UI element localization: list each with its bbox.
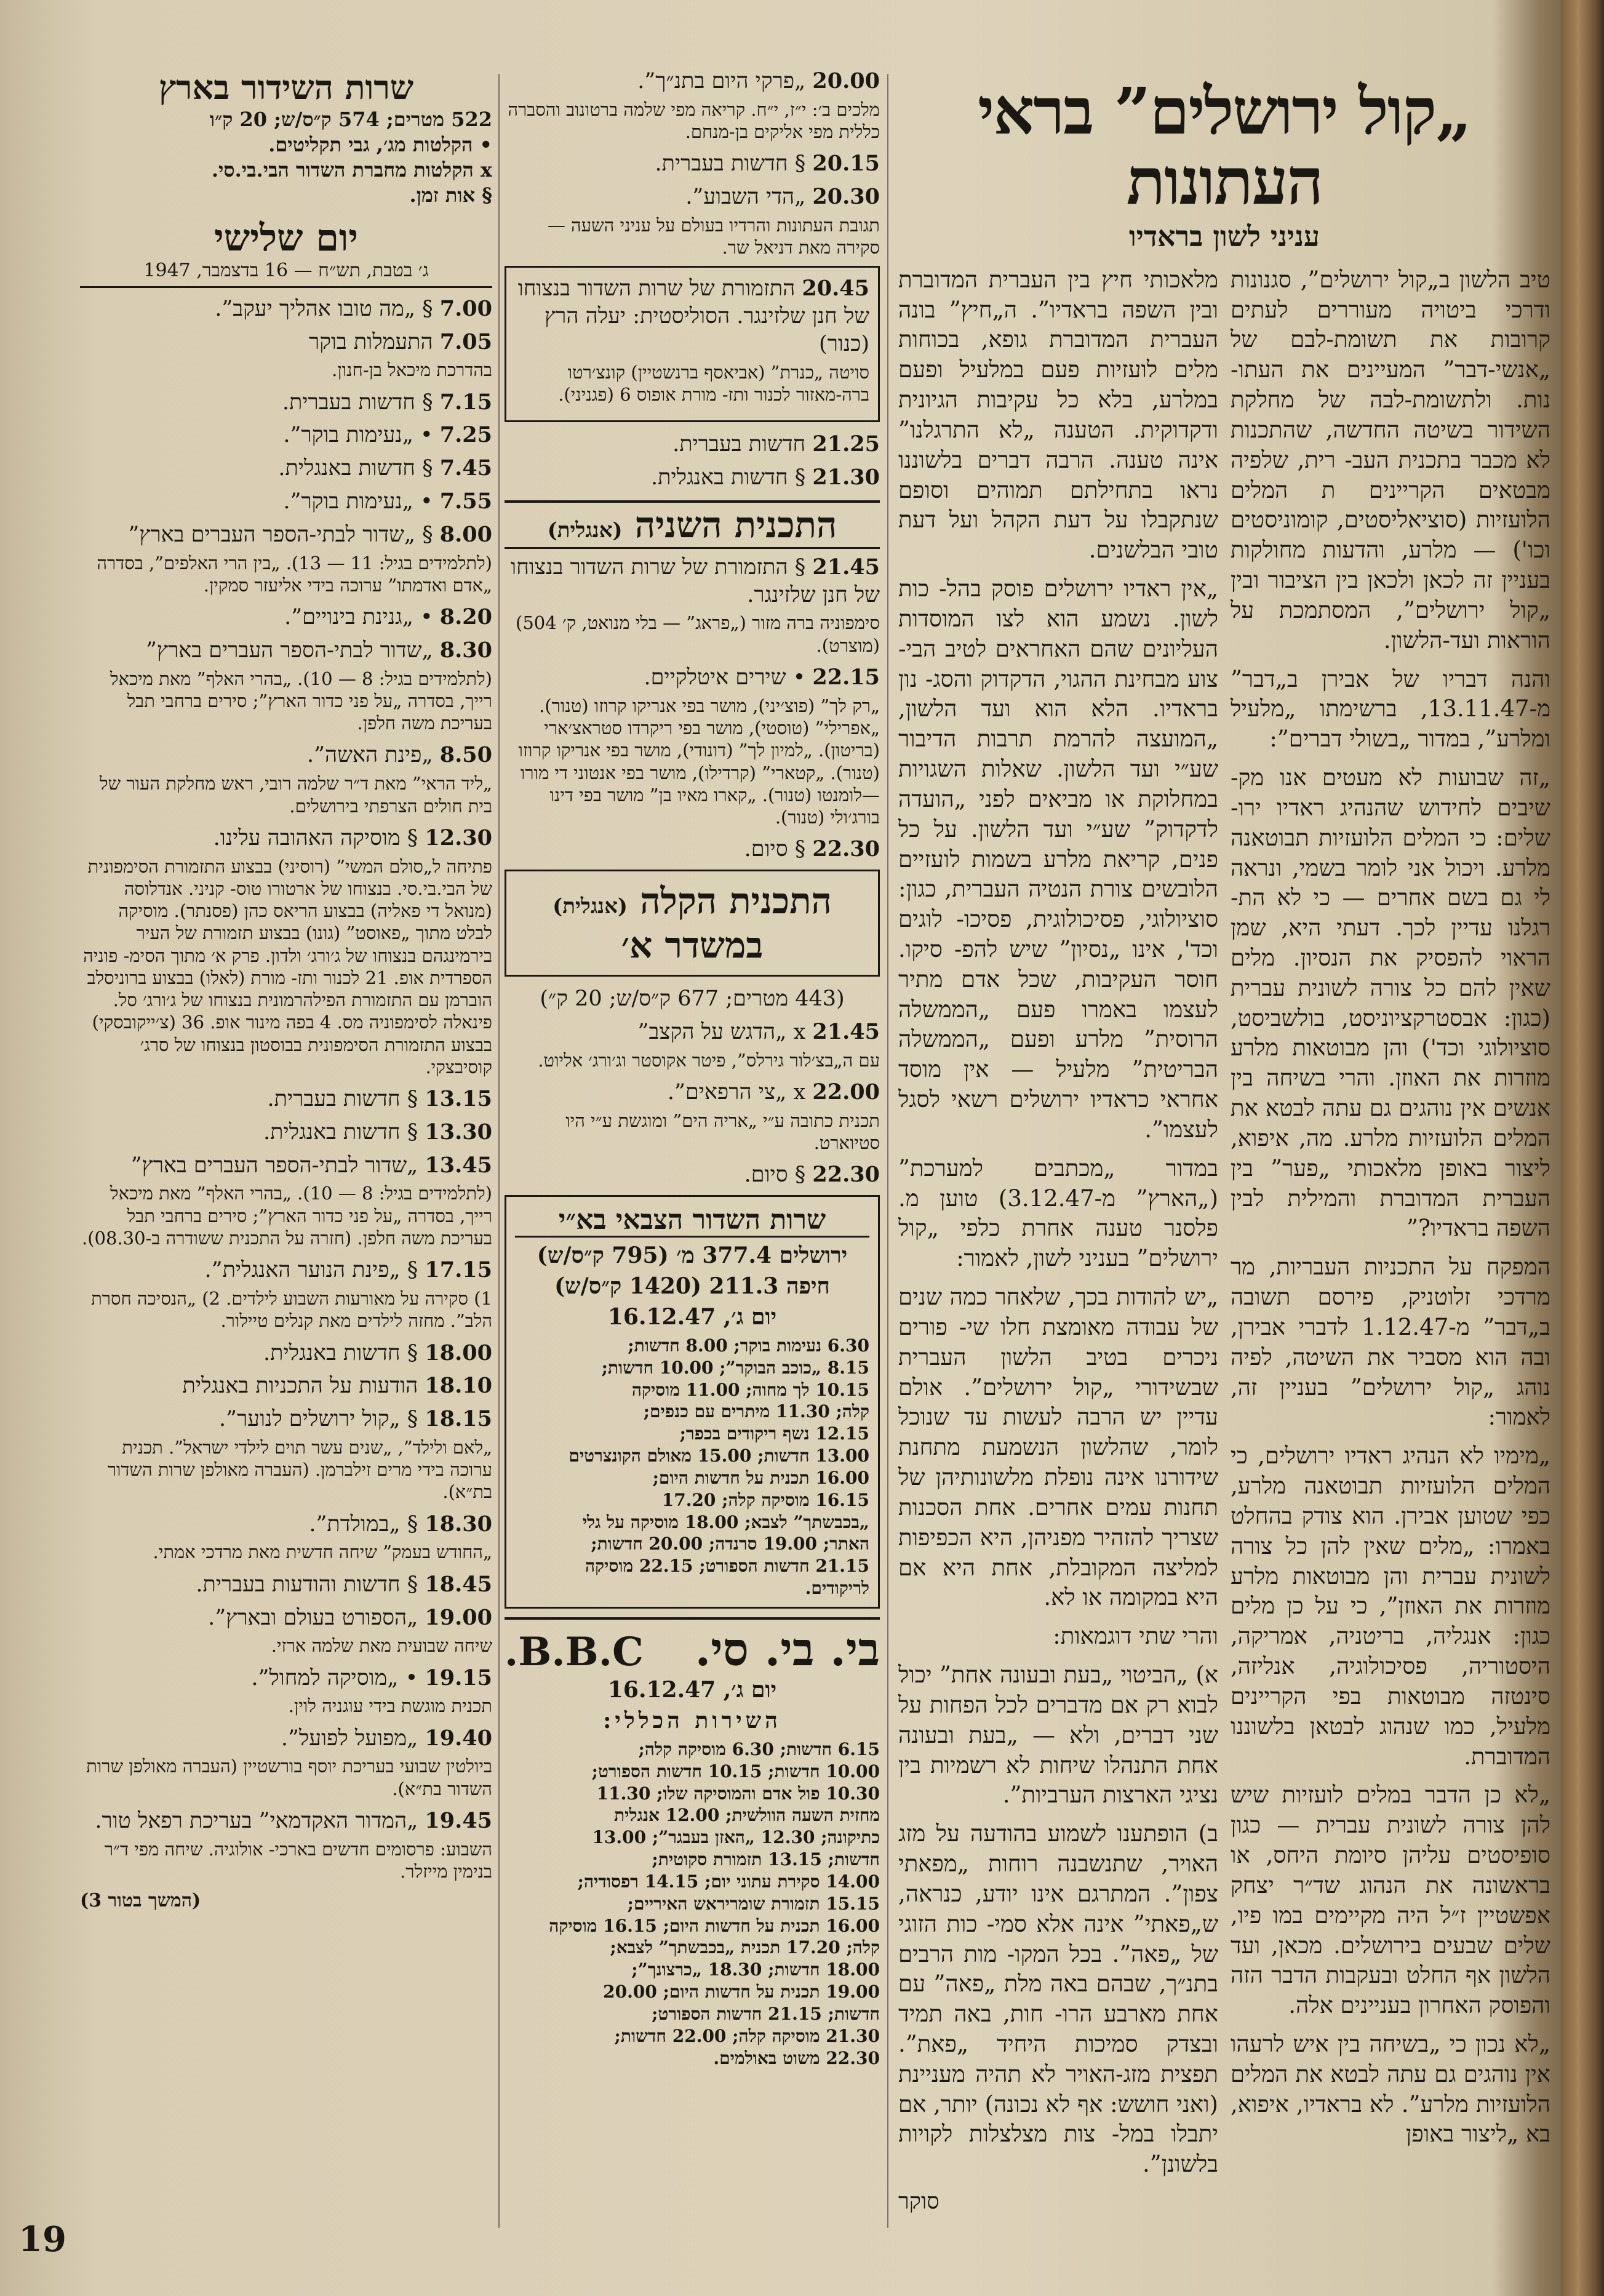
programme-desc: פתיחה ל„סולם המשי” (רוסיני) בבצוע התזמורת הסימפונית של הבי.בי.סי. בנצוחו של ארטורו טוס- קניני. אנדלוסה (מנואל די פאליה) בבצוע הריאס כהן (פסנתר). מוסיקה לבלט מתוך „פאוסט” (גונו) בבצוע תזמורת של העיר בירמינגהם בנצוחו של ג׳ורג׳ ולדון. פרק א׳ מתוך הסימ- פוניה הספרדית אופ. 21 לכנור ותז- מורת (לאלו) בבצוע ברוניסלב הוברמן עם התזמורת הפילהרמונית בנצוחו של ג׳ורג׳ סל. פינאלה לסימפוניה מס. 4 בפה מינור אופ. 36 (צ׳ייקובסקי) בבצוע התזמורת הסימפונית בבוסטון בנצוחו של סרג׳ קוסיבצקי. xyxy=(83,855,492,1078)
programme-title: „פינת האשה”. xyxy=(307,743,433,768)
schedule-row: 10.00 חדשות; 10.15 חדשות הספורט; xyxy=(591,1761,880,1782)
schedule-row: 16.15 מוסיקה קלה; 17.20 xyxy=(661,1489,869,1510)
programme-time: 18.00 xyxy=(425,1340,492,1366)
programme-item xyxy=(80,1406,492,1433)
programme-desc: (לתלמידים בגיל: 8 — 10). „בהרי האלף” מאת מיכאל רייך, בסדרה „על פני כדור הארץ”; סירים ברחבי תבל בעריכת משה חלפן. (חזרה על התכנית ששודרה ב-08.30). xyxy=(82,1183,492,1249)
service-title: שרות השידור בארץ xyxy=(158,68,414,107)
programme-time: 7.00 xyxy=(439,295,492,321)
programme-title: § סיום. xyxy=(744,1162,806,1188)
programme-item xyxy=(80,742,492,769)
schedule-row: 16.00 תכנית על חדשות היום; 16.15 מוסיקה xyxy=(549,1915,880,1936)
military-freq-haifa: חיפה 211.3 (1420 ק״ס/ש) xyxy=(554,1273,830,1299)
programme-title: התעמלות בוקר xyxy=(309,329,433,354)
schedule-row: קלה; 17.20 תכנית „בכבשתך” לצבא; xyxy=(610,1937,880,1958)
programme-desc: בהדרכת מיכאל בן-חנון. xyxy=(332,359,492,381)
programme-time: 13.15 xyxy=(425,1086,492,1112)
programme-time: 8.30 xyxy=(439,637,492,663)
article-body xyxy=(898,265,1550,2214)
day-programme-list xyxy=(80,295,492,1882)
programme-item xyxy=(80,1086,492,1113)
programme-item xyxy=(505,1079,880,1106)
article-paragraph: ב) הופתענו לשמוע בהודעה על מזג האויר, שתנשבנה רוחות „מפאתי צפון”. המתרגם אינו יודע, כנראה, ש„פאתי” אינה אלא סמי- כות הזוגי של „פאה”. בכל המקו- מות הרבים בתנ״ך, שבהם באה מלת „פאה” עם אחת מארבע הרו- חות, באה תמיד ובצדק סמיכות היחיד „פאת”. תפצית מזג-האויר לא תהיה מעניינת (ואני חושש: אף לא נכונה) יותר, אם יתבלו במל- צות מצלצלות לקויות בלשונן”. xyxy=(898,1820,1218,2178)
schedule-row: קלה; 11.30 מיתרים עם כנפים; xyxy=(643,1401,869,1422)
article-title: „קול ירושלים” בראי העתונות xyxy=(978,73,1471,220)
programme-time: 7.15 xyxy=(439,389,492,415)
bbc-service: השירות הכללי: xyxy=(603,1707,781,1734)
programme-time: 21.30 xyxy=(812,465,880,490)
programme-item xyxy=(80,1119,492,1146)
article-text-column-right xyxy=(1231,265,1550,2214)
programme-desc: „רק לך” (פוצ׳יני), מושר בפי אנריקו קרוזו (טנור). „אפרילי” (טוסטי), מושר בפי ריקרדו סטראצ׳ארי (בריטון). „למיון לך” (דונודי), מושר בפי אנריקו קרוזו (טנור). „קטארי” (קרדילו), מושר בפי אנטוני די מורו—לומנטו (טנור). „קארו מאיו בן” מושר בפי דינו בורג׳ולי (טנור). xyxy=(518,695,880,828)
programme-time: 13.45 xyxy=(425,1152,492,1178)
programme-item xyxy=(505,183,880,211)
programme-time: 7.05 xyxy=(439,329,492,354)
article-paragraph: המפקח על התכניות העבריות, מר מרדכי זלוטניק, פירסם תשובה ב„דבר” מ-1.12.47 לדברי אבירן, ובה הוא מסביר את השיטה, לפיה נוהג „קול ירושלים” בעניין זה, לאמור: xyxy=(1231,1254,1550,1431)
programme-title: § חדשות באנגלית. xyxy=(263,1119,418,1145)
programme-desc: תגובת העתונות והרדיו בעולם על עניני השעה — סקירה מאת דניאל שר. xyxy=(547,214,880,258)
column-rule xyxy=(887,74,888,2228)
light-programme-freq: (443 מטרים; 677 ק״ס/ש; 20 ק״) xyxy=(540,986,845,1012)
programme-title: § חדשות בעברית. xyxy=(267,1087,418,1112)
programme-time: 22.30 xyxy=(812,1162,880,1188)
military-heading: שרות השדור הצבאי בא״י xyxy=(515,1204,869,1238)
service-line: § אות זמן. xyxy=(409,183,492,207)
article-paragraph: „מימיו לא הנהיג ראדיו ירושלים, כי המלים הלועזיות תבוטאנה מלרע, כפי שטוען אבירן. הוא צודק בהחלט באמרו: „מלים שאין להן כל צורה לשונית עברית והן מבוטאות מלרע מוזרות את האוזן”, כי על כן מלים כגון: אנגליה, בריטניה, אמריקה, היסטוריה, פסיכולוגיה, אנליזה, סינטזה מבוטאות בפי הקריינים מלעיל, כמו שנהוג לבטאן בלשוננו המדוברת. xyxy=(1231,1442,1550,1770)
schedule-row: חדשות; 13.15 תזמורת סקוטית; xyxy=(652,1849,880,1870)
programme-title: הודעות על התכניות באנגלית xyxy=(182,1374,418,1399)
schedule-row: 8.15 „כוכב הבוקר”; 10.00 חדשות; xyxy=(601,1357,869,1378)
article-paragraph: „לא נכון כי „בשיחה בין איש לרעהו אין נוהגים גם עתה לבטא את המלים הלועזיות מלרע”. לא בראדיו, איפוא, בא „ליצור באופן xyxy=(1231,2030,1550,2148)
programme-item xyxy=(80,825,492,852)
programme-item xyxy=(505,836,880,863)
column-rule xyxy=(498,74,500,2228)
programme-title: „שדור לבתי-הספר העברים בארץ” xyxy=(145,638,433,663)
schedule-row: 15.15 תזמורת שומריראש האיריים; xyxy=(627,1893,880,1914)
programme-title: x „הדגש על הקצב” xyxy=(637,1019,806,1044)
day-date: ג׳ בטבת, תש״ח — 16 בדצמבר, 1947 xyxy=(80,260,492,288)
programme-title: „הדי השבוע”. xyxy=(685,185,806,210)
service-line: • הקלטות מג׳, גבי תקליטים. xyxy=(268,132,492,156)
military-service-box xyxy=(505,1195,880,1609)
programme-item xyxy=(80,1372,492,1400)
article-paragraph: „אין ראדיו ירושלים פוסק בהל- כות לשון. נשמע הוא לצו המוסדות העליונים שהם האחראים לטיב הבי- צוע מבחינת ההגוי, הדקדוק והסג- נון בראדיו. הלא הוא ועד הלשון, „המועצה להרמת תרבות הדיבור שע״י ועד הלשון. שאלות השגויות במחלוקת או מביאים לפני „הועדה לדקדוק” שע״י ועד הלשון. על כל פנים, קריאת מלרע בשמות לועזיים הלובשים צורת הנטיה העברית, כגון: סוציולוגי, פסיכולוגית, פסיכו- לוגים וכד', אינו „נסיון” שיש להפ- סיקו. חוסר העקיבות, שכל אדם מתיר לעצמו באמרו פעם „הממשלה הרוסית” מלרע ופעם „הממשלה הבריטית” מלעיל — אין מוסד אחראי כראדיו ירושלים רשאי לסגל לעצמו”. xyxy=(898,575,1218,1143)
programme-time: 8.20 xyxy=(439,604,492,630)
news-list xyxy=(505,431,880,492)
programme-time: 13.30 xyxy=(425,1119,492,1145)
orchestra-text: התזמורת של שרות השדור בנצוחו של חנן שלזינגר. הסוליסטית: יעלה הרץ (כנור) xyxy=(517,276,869,356)
programme-title: § התזמורת של שרות השדור בנצוחו של חנן שלזינגר. xyxy=(511,554,880,607)
schedule-row: „בכבשתך” לצבא; 18.00 מוסיקה על גלי xyxy=(582,1511,869,1532)
programme-item xyxy=(80,1152,492,1180)
programme-desc: מלכים ב׳: י״ז, י״ח. קריאה מפי שלמה ברטונוב והסברה כללית מפי אליקים בן-מנחם. xyxy=(508,98,880,143)
article-text-column-left xyxy=(898,265,1218,2214)
programme-desc: שיחה שבועית מאת שלמה ארזי. xyxy=(271,1635,492,1657)
programme-title: § מוסיקה האהובה עלינו. xyxy=(213,825,418,850)
day-title: יום שלישי xyxy=(214,216,358,260)
bbc-date: יום ג׳, 16.12.47 xyxy=(607,1676,777,1703)
programme-time: 19.15 xyxy=(425,1665,492,1690)
schedule-row: 22.30 משוט באולמים. xyxy=(713,2047,880,2068)
programme-desc: עם ה„בצ׳לור גירלס”, פיטר אקוסטר וג׳ורג׳ אליוט. xyxy=(538,1049,880,1071)
programme-desc: ביולטין שבועי בעריכת יוסף בורשטיין (העברה מאולפן שרות השדור בת״א). xyxy=(86,1756,492,1799)
schedule-row: 19.00 תכנית על חדשות היום; 20.00 xyxy=(603,1982,880,2002)
middle-listings-column xyxy=(505,68,880,2258)
programme-item xyxy=(505,554,880,609)
programme-time: 7.25 xyxy=(439,422,492,448)
programme-item xyxy=(80,389,492,417)
programme-item xyxy=(80,295,492,323)
schedule-row: 21.15 חדשות הספורט; 22.15 מוסיקה xyxy=(585,1556,869,1577)
programme-time: 20.00 xyxy=(812,68,880,94)
article-paragraph: „יש להודות בכך, שלאחר כמה שנים של עבודה מאומצת חלו שי- פורים ניכרים בטיב הלשון העברית שבשידורי „קול ירושלים”. אולם עדיין יש הרבה לעשות עד שנוכל לומר, שהלשון הנשמעת מתחנת שידורנו אינה נופלת מלשונותיהן של תחנות עמים אחרים. אחת הסכנות שצריך להזהיר מפניהן, היא הכפיפות למליצה המקובלת, אחת היא אם היא במקומה או לא. xyxy=(898,1284,1218,1611)
programme-time: 18.15 xyxy=(425,1406,492,1432)
programme-time: 22.15 xyxy=(812,664,880,690)
bbc-heading xyxy=(505,1623,880,1677)
light-programme-heading: התכנית הקלה (אנגלית) xyxy=(553,880,832,922)
programme-desc: (לתלמידים בגיל: 11 — 13). „בין הרי האלפים”, בסדרה „אדם ואדמתו” ערוכה בידי אליעזר סמקין. xyxy=(97,552,492,596)
programme-item xyxy=(505,664,880,692)
programme-time: 8.00 xyxy=(439,521,492,547)
continued-note: (המשך בטור 3) xyxy=(80,1890,201,1912)
programme-time: 22.00 xyxy=(812,1079,880,1105)
programme-title: § חדשות באנגלית. xyxy=(651,465,806,490)
bbc-schedule xyxy=(505,1738,880,2069)
programme-item xyxy=(505,150,880,178)
programme-title: „פרקי היום בתנ״ך”. xyxy=(637,69,806,94)
programme-time: 22.30 xyxy=(812,836,880,862)
second-programme-list xyxy=(505,554,880,863)
programme-title: § „במולדת”. xyxy=(309,1511,418,1537)
schedule-row: 10.30 פול אדם והמוסיקה שלו; 11.30 xyxy=(596,1783,880,1804)
programme-item xyxy=(80,1257,492,1284)
schedule-row: 21.30 מוסיקה קלה; 22.00 חדשות; xyxy=(614,2025,880,2046)
article-signature: סוקר xyxy=(898,2189,940,2215)
programme-title: § חדשות והודעות בעברית. xyxy=(196,1572,418,1597)
schedule-row: האתר; 19.00 סרנדה; 20.00 חדשות; xyxy=(591,1534,869,1554)
service-info xyxy=(80,107,492,208)
programme-title: „הספורט בעולם ובארץ”. xyxy=(208,1605,418,1630)
programme-time: 21.45 xyxy=(812,1018,880,1044)
bbc-heading-hebrew: בי. בי. סי. xyxy=(695,1623,880,1676)
schedule-row: 6.30 נעימות בוקר; 8.00 חדשות; xyxy=(628,1335,869,1356)
programme-item xyxy=(80,1604,492,1632)
programme-desc: השבוע: פרסומים חדשים בארכי- אולוגיה. שיחה מפי ד״ר בנימין מייזלר. xyxy=(104,1838,492,1882)
programme-title: • שירים איטלקיים. xyxy=(644,665,806,690)
article-paragraph: במדור „מכתבים למערכת” („הארץ” מ-3.12.47) טוען מ. פלסנר טענה אחרת כלפי „קול ירושלים” בעניני לשון, לאמור: xyxy=(898,1154,1219,1272)
programme-title: „מפועל לפועל”. xyxy=(281,1726,418,1751)
programme-time: 19.45 xyxy=(425,1807,492,1833)
schedule-row: 14.00 סקירת עתוני יום; 14.15 רפסודיה; xyxy=(577,1871,880,1892)
programme-title: § חדשות באנגלית. xyxy=(278,456,433,481)
programme-desc: תכנית מוגשת בידי עוגניה לוין. xyxy=(288,1695,492,1717)
programme-title: „המדור האקדמאי” בעריכת רפאל טור. xyxy=(95,1808,418,1833)
programme-item xyxy=(80,488,492,516)
programme-desc: „ליד הראי” מאת ד״ר שלמה רובי, ראש מחלקת העור של בית חולים הצרפתי בירושלים. xyxy=(100,773,492,817)
programme-item xyxy=(80,604,492,631)
programme-time: 18.30 xyxy=(425,1511,492,1537)
article-paragraph: מלאכותי חיץ בין העברית המדוברת ובין השפה בראדיו”. ה„חיץ” בונה העברית המדוברת גופא, בכוחות מלים לועזיות פעם במלעיל ופעם במלרע, בלא כל עקיבות הגיונית ודקדוקית. הטענה „לא התרגלנו” אינה טענה. הרבה דברים בלשוננו נראו בתחילתם תמוהים וסופם שנתקבלו על דעת הקהל ועל דעת טובי הבלשנים. xyxy=(898,266,1218,564)
schedule-row: 10.15 לך מחוה; 11.00 מוסיקה xyxy=(631,1379,869,1400)
programme-title: § חדשות בעברית. xyxy=(282,390,433,415)
programme-time: 8.50 xyxy=(439,742,492,768)
military-date: יום ג׳, 16.12.47 xyxy=(607,1304,777,1330)
article-paragraph: „זה שבועות לא מעטים אנו מק- שיבים לחידוש שהנהיג ראדיו ירו- שלים: כי המלים הלועזיות תבוטאנה מלרע. ויכול אני לומר בשמי, ונראה לי גם בשם אחרים — כי לא הת- רגלנו עדיין לכך. דעתי היא, שמן הראוי להפסיק את הנסיון. מלים שאין להם כל צורה לשונית עברית (כגון: אבסטרקציוניסט, בולשביסט, סוציולוגי וכד') והן מבוטאות מלרע מוזרות את האוזן. והרי בשיחה בין אנשים אין נוהגים גם עתה לבטא את המלים הלועזיות מלרע. מה, איפוא, ליצור באופן מלאכותי „פער” בין העברית המדוברת והמילית לבין השפה בראדיו?” xyxy=(1231,764,1550,1242)
schedule-row: מחזית השעה הוולשית; 12.00 אנגלית xyxy=(614,1805,880,1826)
programme-item xyxy=(80,1340,492,1367)
article-paragraph: „לא כן הדבר במלים לועזיות שיש להן צורה לשונית עברית — כגון סופיסטים עליהן סיומת היחס, או בראשונה את הנהוג שד״ר יצחק אפשטיין ז״ל היה מקיימים במו פיו, שלים שבעים בירושלים. מכאן, ועד הלשון אף החלט ובעקבות הדבר הזה והפוסק האחרון בעניינים אלה. xyxy=(1231,1782,1550,2019)
programme-time: 21.45 xyxy=(812,554,880,580)
programme-item xyxy=(80,1725,492,1753)
programme-item xyxy=(505,1161,880,1189)
programme-title: § חדשות באנגלית. xyxy=(263,1340,418,1366)
programme-time: 17.15 xyxy=(425,1257,492,1283)
article-paragraph: א) „הביטוי „בעת ובעונה אחת” יכול לבוא רק אם מדברים לכל הפחות על שני דברים, ולא — „בעת ובעונה אחת התנהלו שיחות לא רשמיות בין נציגי הארצות הערביות”. xyxy=(898,1662,1218,1809)
programme-title: „שדור לבתי-הספר העברים בארץ” xyxy=(130,1153,418,1178)
programme-item xyxy=(80,1665,492,1692)
programme-desc: „החודש בעמק” שיחה חדשית מאת מרדכי אמתי. xyxy=(153,1542,492,1563)
schedule-row: 6.15 חדשות; 6.30 מוסיקה קלה; xyxy=(638,1738,880,1759)
book-spine xyxy=(1561,0,1604,2296)
programme-title: • „נעימות בוקר”. xyxy=(283,423,433,448)
article-paragraph: והרי שתי דוגמאות: xyxy=(1053,1623,1218,1650)
programme-desc: סימפוניה ברה מזור („פראג” — בלי מנואט, ק׳ 504) (מוצרט). xyxy=(515,612,880,656)
programme-title: § סיום. xyxy=(744,837,806,862)
programme-item xyxy=(80,1571,492,1599)
programme-time: 19.40 xyxy=(425,1725,492,1751)
service-line: x הקלטות מחברת השדור הבי.בי.סי. xyxy=(211,158,492,182)
programme-item xyxy=(80,1511,492,1538)
day-schedule-column xyxy=(80,68,492,2258)
orchestra-box xyxy=(505,266,880,422)
bbc-section xyxy=(505,1617,880,2069)
article-column xyxy=(898,68,1550,2258)
military-freq-jerusalem: ירושלים 377.4 מ׳ (795 ק״ס/ש) xyxy=(537,1242,848,1268)
programme-title: • „נעימות בוקר”. xyxy=(283,489,433,514)
programme-item xyxy=(80,521,492,549)
programme-time: 12.30 xyxy=(425,825,492,850)
schedule-row: 12.15 נשף ריקודים בכפר; xyxy=(679,1423,869,1444)
schedule-row: כתיקונה; 12.30 „האזן בעבגר”; 13.00 xyxy=(592,1827,880,1848)
light-programme-box xyxy=(505,870,880,977)
programme-item xyxy=(80,455,492,482)
programme-desc: 1) סקירה על מאורעות השבוע לילדים. 2) „הנסיכה חסרת הלב”. מחזה לילדים מאת קנלים טיילור. xyxy=(91,1288,492,1332)
article-paragraph: והנה דבריו של אבירן ב„דבר” מ-13.11.47, ברשימתו „מלעיל ומלרע”, במדור „בשולי דברים”: xyxy=(1231,665,1550,753)
schedule-row: 16.00 תכנית על חדשות היום; xyxy=(652,1467,869,1488)
programme-desc: תכנית כתובה ע״י „אריה הים” ומוגשת ע״י היו סטיוארט. xyxy=(565,1110,880,1153)
article-subtitle: עניני לשון בראדיו xyxy=(1129,219,1320,253)
programme-title: • „מוסיקה למחול”. xyxy=(251,1665,418,1690)
light-programme-list xyxy=(505,1018,880,1189)
light-programme-station: במשדר א׳ xyxy=(621,924,764,967)
programme-time: 19.00 xyxy=(425,1604,492,1630)
programme-title: חדשות בעברית. xyxy=(672,432,806,457)
schedule-row: חדשות; 21.15 חדשות הספורט; xyxy=(652,2003,880,2024)
programme-time: 7.45 xyxy=(439,455,492,481)
second-programme-heading: התכנית השניה (אנגלית) xyxy=(505,500,880,549)
programme-item xyxy=(80,329,492,356)
programme-item xyxy=(505,431,880,458)
programme-item xyxy=(80,422,492,449)
programme-time: 7.55 xyxy=(439,489,492,514)
orchestra-time: 20.45 xyxy=(802,276,869,302)
bbc-heading-english: B.B.C. xyxy=(505,1628,644,1675)
page-number: 19 xyxy=(18,2219,66,2260)
programme-title: • „גנינת בינויים”. xyxy=(284,605,433,630)
programme-title: § „קול ירושלים לנוער”. xyxy=(218,1407,418,1432)
programme-item xyxy=(80,637,492,665)
programme-title: § „פינת הנוער האנגלית”. xyxy=(204,1258,418,1283)
programme-item xyxy=(505,68,880,95)
programme-desc: „לאם ולילד”, „שנים עשר תוים לילדי ישראל”. תכנית ערוכה בידי מרים זילברמן. (העברה מאולפן שרות השדור בת״א). xyxy=(107,1436,492,1503)
programme-item xyxy=(80,1807,492,1835)
programme-time: 20.30 xyxy=(812,184,880,210)
orchestra-desc: סויטה „כנרת” (אביאסף ברנשטיין) קונצ׳רטו ברה-מאזור לכנור ותז- מורת אופוס 6 (פגניני). xyxy=(558,361,869,406)
schedule-row: לריקודים. xyxy=(805,1578,869,1599)
programme-desc: (לתלמידים בגיל: 8 — 10). „בהרי האלף” מאת מיכאל רייך, בסדרה „על פני כדור הארץ”; סירים ברחבי תבל בעריכת משה חלפן. xyxy=(110,668,492,734)
programme-time: 20.15 xyxy=(812,151,880,177)
programme-item xyxy=(505,464,880,492)
programme-item xyxy=(505,1018,880,1046)
schedule-row: 18.00 חדשות; 18.30 „כרצונך”; xyxy=(631,1959,880,1980)
evening-programme-list xyxy=(505,68,880,258)
programme-title: § „שדור לבתי-הספר העברים בארץ” xyxy=(128,522,433,547)
programme-title: § חדשות בעברית. xyxy=(655,151,806,177)
article-paragraph: טיב הלשון ב„קול ירושלים”, סגנונות ודרכי ביטויה מעוררים לעתים קרובות את תשומת-לבם של „אנשי-דבר” המעיינים את העתו- נות. ולתשומת-לבה של מחלקת השידור בשיטה החדשה, שהתכנות לא מכבר בתכנית העב- רית, שלפיה מבטאים הקריינים ת המלים הלועזיות (סוציאליסטים, קומוניסטים וכו') — מלרע, והדעות מחולקות בעניין זה לכאן ולכאן בין הציבור ובין „קול ירושלים”, המסתמכת על הוראות ועד-הלשון. xyxy=(1231,266,1550,654)
programme-time: 18.10 xyxy=(425,1373,492,1399)
programme-time: 18.45 xyxy=(425,1571,492,1597)
programme-title: x „צי הרפאים”. xyxy=(667,1079,806,1105)
schedule-row: 13.00 חדשות; 15.00 מאולם הקונצרטים xyxy=(569,1446,869,1466)
service-line: 522 מטרים; 574 ק״ס/ש; 20 ק״ו xyxy=(209,108,492,131)
programme-title: § „מה טובו אהליך יעקב”. xyxy=(215,296,433,321)
military-schedule xyxy=(515,1335,869,1599)
programme-time: 21.25 xyxy=(812,431,880,457)
